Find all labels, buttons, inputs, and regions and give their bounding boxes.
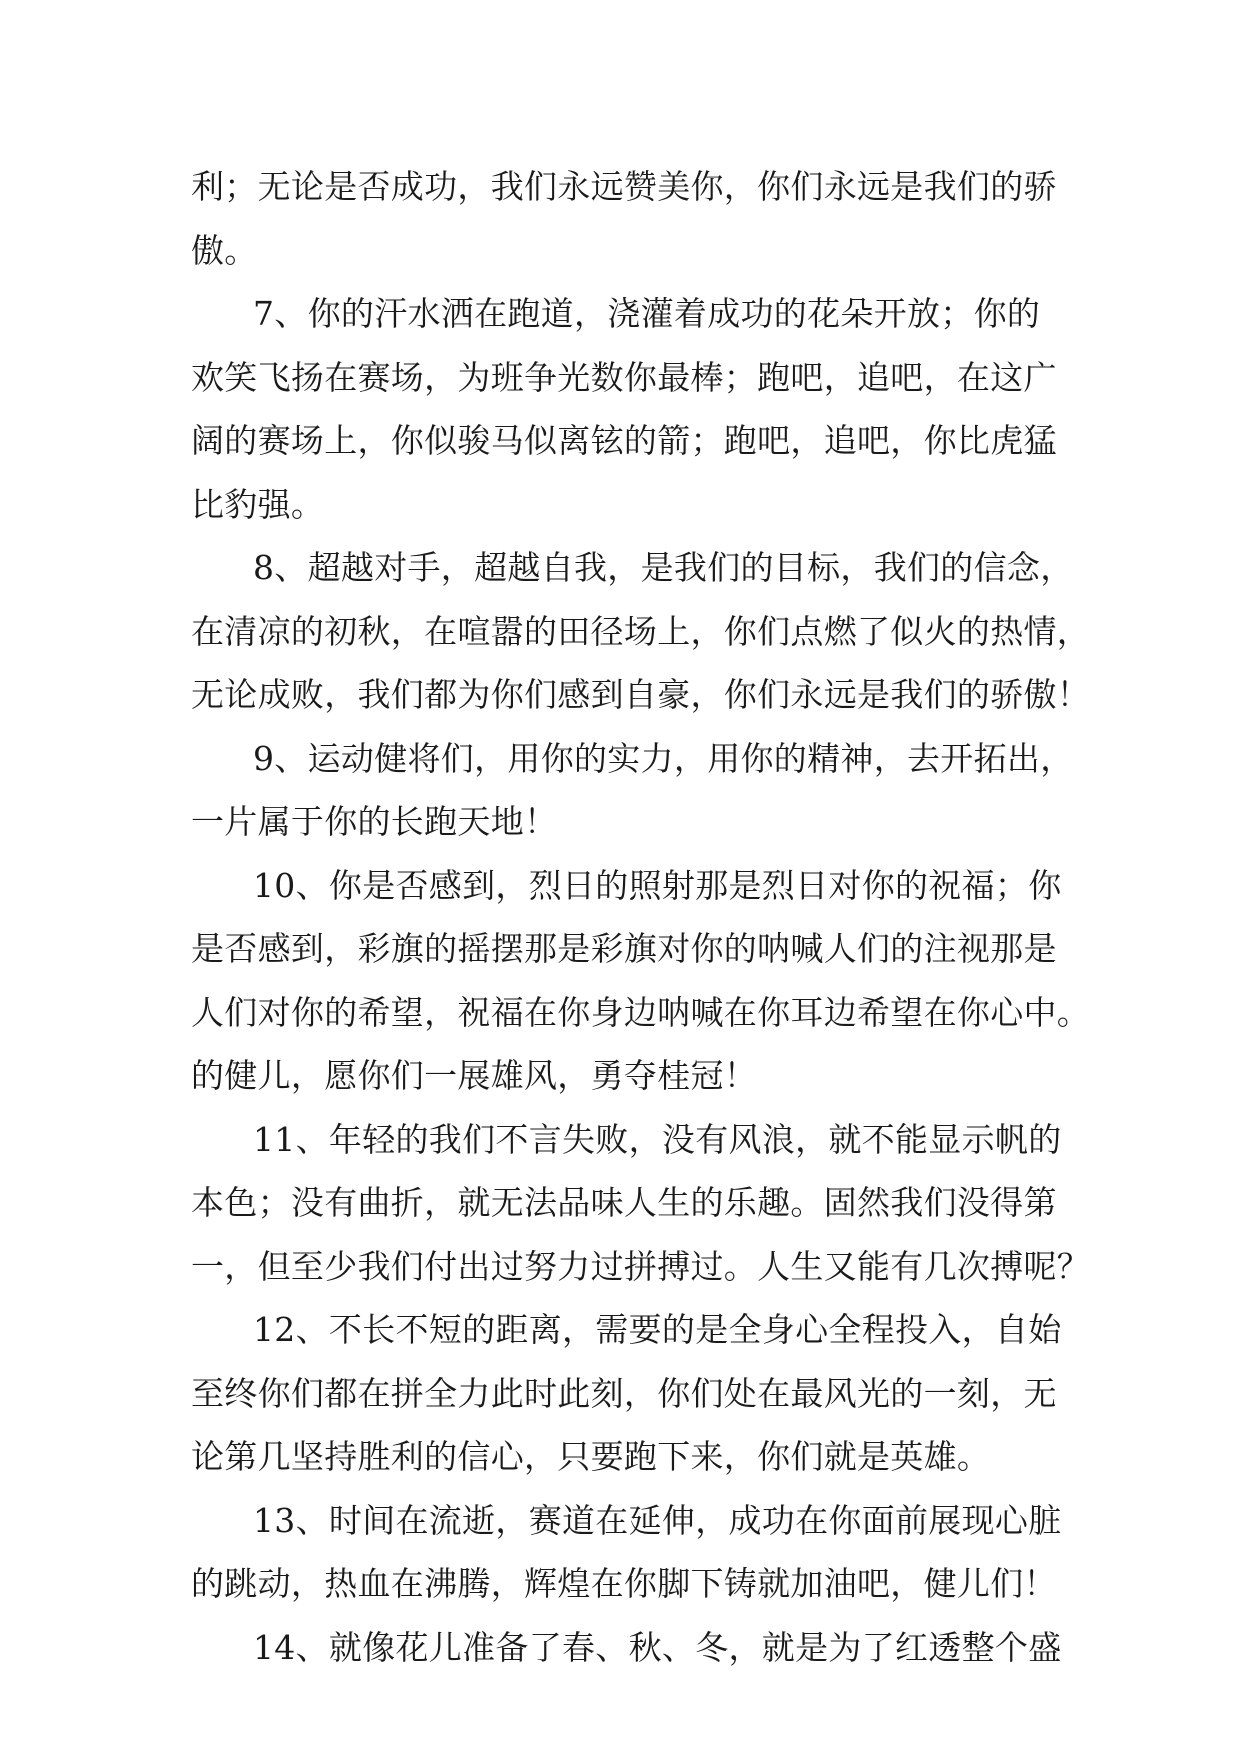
text-line: 利；无论是否成功，我们永远赞美你，你们永远是我们的骄	[191, 167, 1057, 206]
text-line: 的健儿，愿你们一展雄风，勇夺桂冠！	[191, 1056, 758, 1095]
paragraph-11-first-line: 11、年轻的我们不言失败，没有风浪，就不能显示帆的	[253, 1119, 1062, 1159]
text-line: 是否感到，彩旗的摇摆那是彩旗对你的呐喊人们的注视那是	[191, 929, 1057, 968]
paragraph-10-first-line: 10、你是否感到，烈日的照射那是烈日对你的祝福；你	[253, 865, 1062, 905]
text-line: 欢笑飞扬在赛场，为班争光数你最棒；跑吧，追吧，在这广	[191, 357, 1057, 397]
text-line: 人们对你的希望，祝福在你身边呐喊在你耳边希望在你心中。	[191, 992, 1091, 1032]
paragraph-13-first-line: 13、时间在流逝，赛道在延伸，成功在你面前展现心脏	[253, 1500, 1062, 1540]
text-line: 阔的赛场上，你似骏马似离铉的箭；跑吧，追吧，你比虎猛	[191, 421, 1057, 460]
paragraph-12-first-line: 12、不长不短的距离，需要的是全身心全程投入，自始	[253, 1310, 1062, 1349]
text-line: 傲。	[191, 230, 258, 270]
text-line: 比豹强。	[191, 484, 325, 524]
text-line: 一片属于你的长跑天地！	[191, 802, 558, 841]
paragraph-8-first-line: 8、超越对手，超越自我，是我们的目标，我们的信念，	[253, 548, 1074, 587]
paragraph-7-first-line: 7、你的汗水洒在跑道，浇灌着成功的花朵开放；你的	[253, 294, 1041, 333]
paragraph-14-first-line: 14、就像花儿准备了春、秋、冬，就是为了红透整个盛	[253, 1627, 1062, 1667]
text-line: 一，但至少我们付出过努力过拼搏过。人生又能有几次搏呢？	[191, 1246, 1091, 1286]
text-line: 至终你们都在拼全力此时此刻，你们处在最风光的一刻，无	[191, 1373, 1057, 1413]
document-body	[191, 155, 1091, 1679]
text-line: 论第几坚持胜利的信心，只要跑下来，你们就是英雄。	[191, 1437, 991, 1476]
paragraph-9-first-line: 9、运动健将们，用你的实力，用你的精神，去开拓出，	[253, 738, 1074, 778]
text-line: 在清凉的初秋，在喧嚣的田径场上，你们点燃了似火的热情，	[191, 611, 1091, 651]
text-line: 无论成败，我们都为你们感到自豪，你们永远是我们的骄傲！	[191, 675, 1091, 714]
text-line: 本色；没有曲折，就无法品味人生的乐趣。固然我们没得第	[191, 1183, 1057, 1222]
text-line: 的跳动，热血在沸腾，辉煌在你脚下铸就加油吧，健儿们！	[191, 1564, 1057, 1603]
